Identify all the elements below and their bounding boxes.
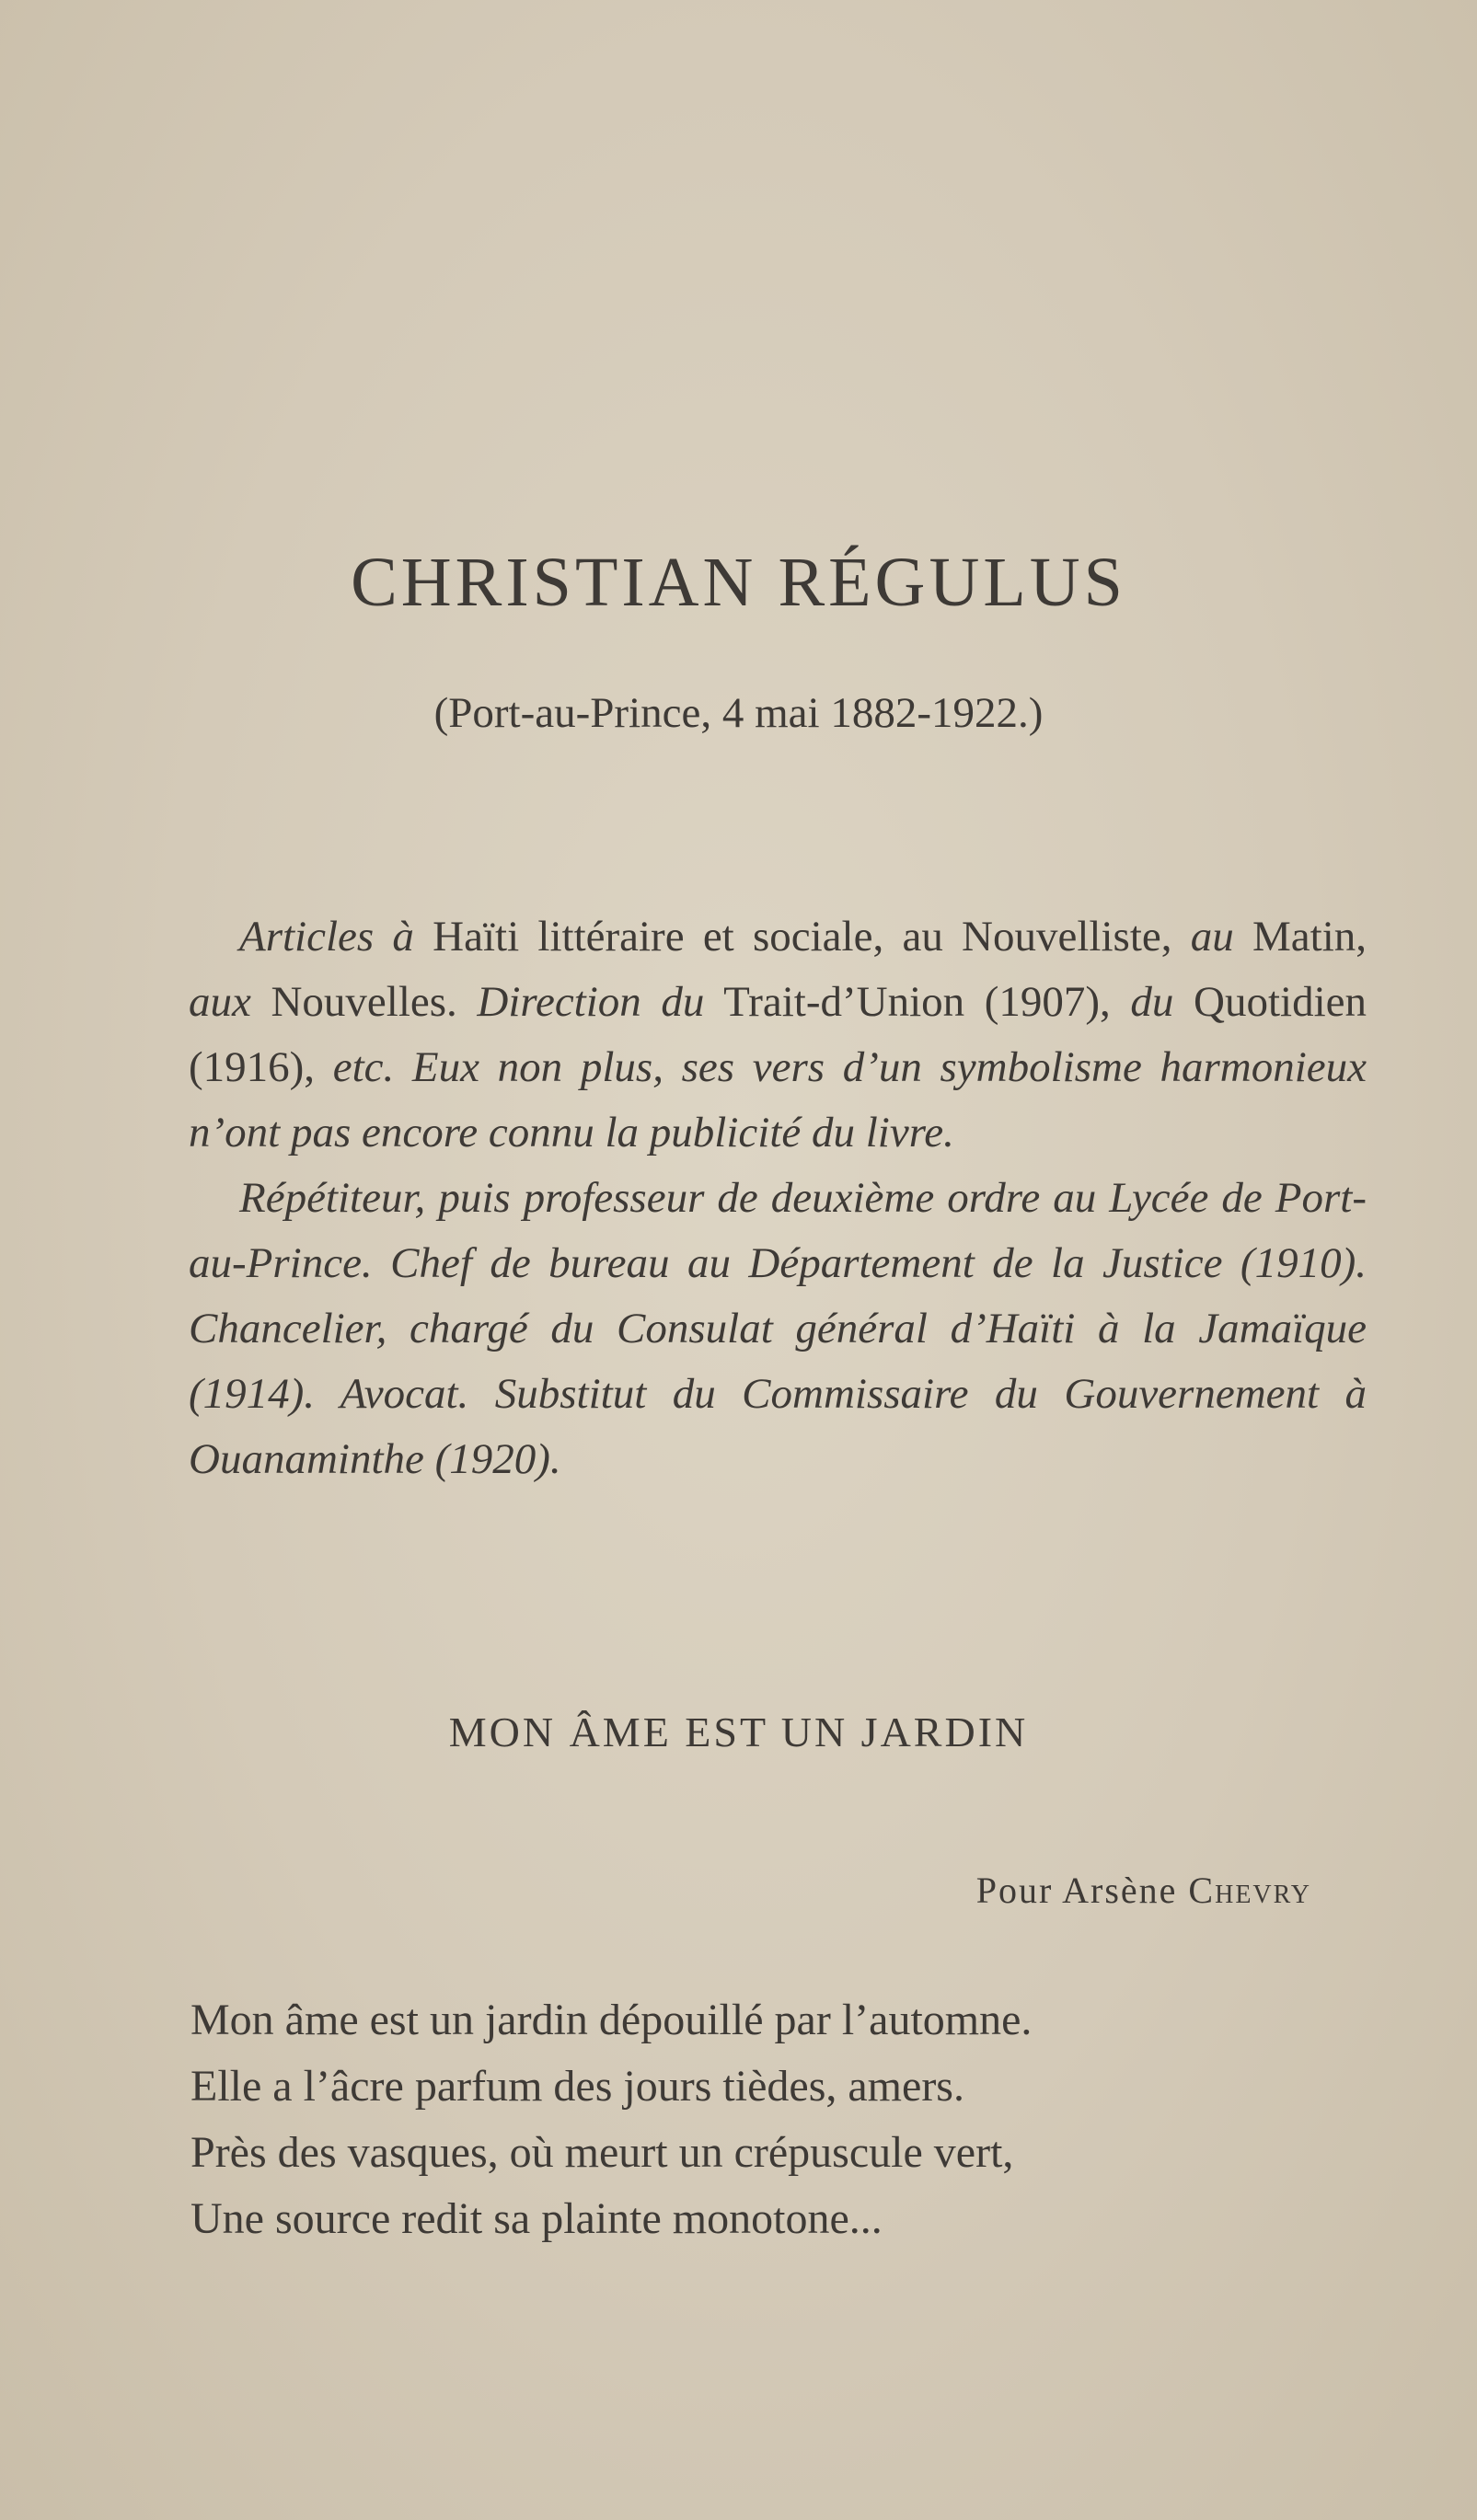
poem-line: Mon âme est un jardin dépouillé par l’automne. (190, 1996, 1033, 2044)
bio-text: Matin, (1233, 913, 1367, 961)
poem-dedication (976, 1872, 1311, 1909)
bio-text-italic: du (1130, 978, 1174, 1026)
author-dates: (Port-au-Prince, 4 mai 1882-1922.) (433, 689, 1044, 737)
bio-text-italic: aux (189, 978, 251, 1026)
poem-body (190, 1987, 1032, 2252)
bio-text-italic: etc. Eux non plus, ses vers d’un symbolisme harmonieux n’ont pas encore connu la publicité du livre. (189, 1043, 1367, 1156)
bio-text: Nouvelles. (250, 978, 478, 1026)
bio-text: Quotidien (1916), (189, 978, 1367, 1091)
bio-text-italic: Direction du (477, 978, 705, 1026)
bio-text-italic: au (1190, 913, 1234, 961)
bio-paragraph-2 (189, 1166, 1367, 1492)
bio-text: Trait-d’Union (1907), (704, 978, 1131, 1026)
bio-paragraph-1 (189, 904, 1367, 1166)
poem-line: Elle a l’âcre parfum des jours tièdes, amers. (190, 2062, 964, 2111)
bio-text-italic: Répétiteur, puis professeur de deuxième ordre au Lycée de Port-au-Prince. Chef de bureau au Département de la Justice (1910). Chancelier, chargé du Consulat général d’Haïti à la Jamaïque (1914). Avocat. Substitut du Commissaire du Gouvernement à Ouanaminthe (1920). (189, 1174, 1367, 1483)
bio-text-italic: Articles à (239, 913, 414, 961)
author-name: CHRISTIAN RÉGULUS (351, 544, 1126, 621)
poem-line: Une source redit sa plainte monotone... (190, 2194, 883, 2243)
poem-title: MON ÂME EST UN JARDIN (448, 1709, 1029, 1755)
dedication-name: Chevry (1188, 1870, 1311, 1911)
biography (189, 904, 1367, 1492)
poem-line: Près des vasques, où meurt un crépuscule vert, (190, 2128, 1014, 2177)
bio-text: Haïti littéraire et sociale, au Nouvelliste, (413, 913, 1191, 961)
dedication-prefix: Pour Arsène (975, 1870, 1189, 1911)
